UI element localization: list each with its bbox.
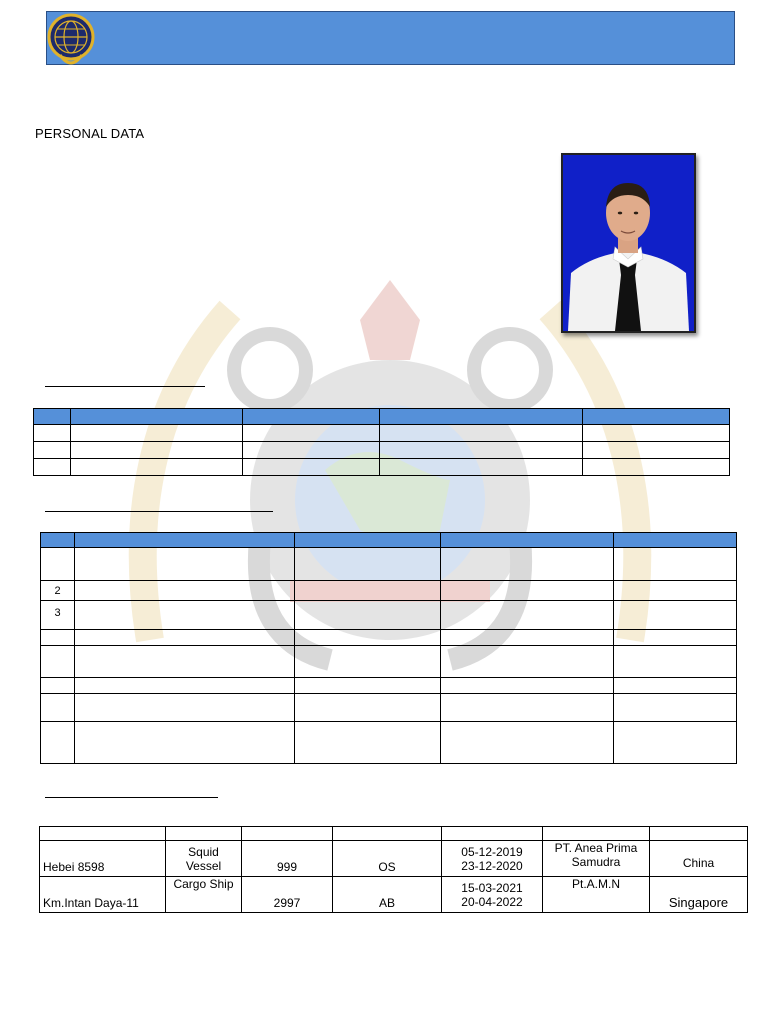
gross-tonnage: 2997 — [242, 877, 333, 913]
rank: OS — [333, 841, 442, 877]
vessel-type: Squid — [188, 844, 219, 859]
table-row — [41, 581, 737, 601]
company-name: Samudra — [571, 855, 621, 869]
table-row — [40, 841, 748, 877]
vessel-name: Km.Intan Daya-11 — [40, 877, 166, 913]
table-row — [41, 601, 737, 630]
sign-off-date: 20-04-2022 — [461, 894, 523, 909]
table-header-cell — [441, 533, 614, 548]
company-name: PT. Anea Prima — [554, 841, 638, 855]
vessel-type: Vessel — [185, 858, 222, 873]
table-header-cell — [75, 533, 295, 548]
table-row — [41, 722, 737, 764]
table-row — [41, 678, 737, 694]
section-underline — [45, 797, 218, 798]
flag-country: Singapore — [650, 877, 748, 913]
vessel-name: Hebei 8598 — [40, 841, 166, 877]
table-row — [34, 425, 730, 442]
section-underline — [45, 511, 273, 512]
sign-on-date: 15-03-2021 — [461, 880, 523, 895]
flag-country: China — [650, 841, 748, 877]
sign-on-date: 05-12-2019 — [461, 844, 523, 859]
sea-experience-table — [39, 826, 748, 913]
table-row — [40, 877, 748, 913]
company-name: Pt.A.M.N — [543, 877, 650, 913]
row-number: 2 — [41, 581, 75, 601]
section-underline — [45, 386, 205, 387]
rank: AB — [333, 877, 442, 913]
table-row — [34, 459, 730, 476]
table-row — [41, 694, 737, 722]
table-row — [41, 548, 737, 581]
ministry-emblem-icon — [46, 11, 96, 73]
table-row — [41, 646, 737, 678]
gross-tonnage: 999 — [242, 841, 333, 877]
applicant-portrait — [561, 153, 696, 333]
certificate-table — [40, 532, 737, 764]
row-number: 3 — [41, 601, 75, 630]
table-header-cell — [614, 533, 737, 548]
table-header-cell — [71, 409, 243, 425]
table-header-cell — [41, 533, 75, 548]
table-row — [34, 442, 730, 459]
table-header-cell — [380, 409, 583, 425]
table-header-cell — [295, 533, 441, 548]
section-title: PERSONAL DATA — [35, 126, 145, 141]
table-header-cell — [243, 409, 380, 425]
education-table — [33, 408, 730, 476]
table-header-cell — [583, 409, 730, 425]
table-header-cell — [34, 409, 71, 425]
sign-off-date: 23-12-2020 — [461, 858, 523, 873]
table-header-row — [40, 827, 748, 841]
table-row — [41, 630, 737, 646]
header-band — [46, 11, 735, 65]
vessel-type: Cargo Ship — [166, 877, 242, 913]
